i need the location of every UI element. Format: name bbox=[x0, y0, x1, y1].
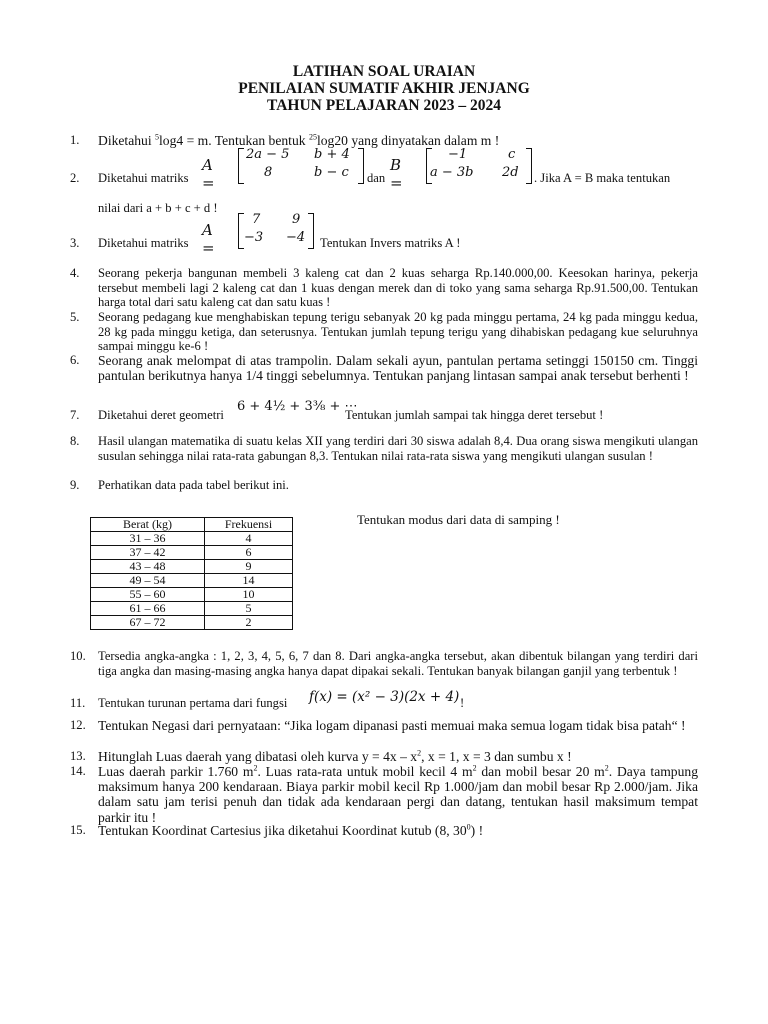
question-number: 5. bbox=[70, 310, 80, 324]
frequency-table bbox=[90, 517, 293, 630]
table-row: 49 – 54 14 bbox=[91, 574, 293, 588]
function-formula: f(x) = (x² − 3)(2x + 4) bbox=[309, 689, 460, 705]
question-text: Seorang pedagang kue menghabiskan tepung terigu sebanyak 20 kg pada minggu pertama, 24 kg pada minggu kedua, 28 kg pada minggu ketiga, dan seterusnya. Tentukan jumlah tepung terigu yang dihabiskan pedagang kue seluruhnya sampai minggu ke-6 ! bbox=[98, 310, 698, 354]
question-number: 3. bbox=[70, 236, 80, 250]
question-text: Perhatikan data pada tabel berikut ini. bbox=[98, 478, 289, 492]
table-row: 43 – 48 9 bbox=[91, 560, 293, 574]
question-text: Luas daerah parkir 1.760 $m^2$. Luas rata-rata untuk mobil kecil 4 $m^2$ dan mobil besar 20 $m^2$. Daya tampung maksimum hanya 200 kendaraan. Biaya parkir mobil kecil Rp 1.000/jam dan mobil besar Rp 2.000/jam. Jika dalam satu jam terisi penuh dan tidak ada kendaraan pergi dan datang, tentukan hasil maksimum tempat parkir itu ! bbox=[98, 763, 698, 825]
question-text: Tentukan turunan pertama dari fungsi bbox=[98, 696, 288, 710]
question-number: 6. bbox=[70, 353, 80, 367]
question-number: 7. bbox=[70, 408, 80, 422]
title-line-2: PENILAIAN SUMATIF AKHIR JENJANG bbox=[238, 80, 530, 97]
question-7-instruction: Tentukan jumlah sampai tak hingga deret tersebut ! bbox=[345, 408, 604, 422]
question-11-end: ! bbox=[460, 696, 465, 710]
column-header: Berat (kg) bbox=[91, 518, 205, 532]
column-header: Frekuensi bbox=[205, 518, 293, 532]
question-text: Seorang anak melompat di atas trampolin. Dalam sekali ayun, pantulan pertama setinggi 150150 cm. Tinggi pantulan berikutnya hanya 1/4 tinggi sebelumnya. Tentukan panjang lintasan sampai anak tersebut berhenti ! bbox=[98, 353, 698, 384]
question-text: Diketahui matriks bbox=[98, 236, 189, 250]
question-text: Hasil ulangan matematika di suatu kelas XII yang terdiri dari 30 siswa adalah 8,4. Dua orang siswa mengikuti ulangan susulan sehingga nilai rata-rata gabungan 8,3. Tentukan nilai rata-rata siswa yang mengikuti ulangan susulan ! bbox=[98, 434, 698, 463]
table-row: 31 – 36 4 bbox=[91, 532, 293, 546]
question-text: Diketahui deret geometri bbox=[98, 408, 224, 422]
question-3-instruction: Tentukan Invers matriks A ! bbox=[320, 236, 461, 250]
question-number: 1. bbox=[70, 133, 80, 147]
question-text: Tentukan Koordinat Cartesius jika diketahui Koordinat kutub (8, $30^0$) ! bbox=[98, 822, 484, 838]
geometric-series-formula: 6 + 4½ + 3⅜ + ⋯ bbox=[237, 399, 358, 414]
question-text: Seorang pekerja bangunan membeli 3 kaleng cat dan 2 kuas seharga Rp.140.000,00. Keesokan harinya, pekerja tersebut membeli lagi 2 kaleng cat dan 1 kuas dengan merek dan di toko yang sama seharga Rp.91.500,00. Tentukan harga total dari satu kaleng cat dan satu kuas ! bbox=[98, 266, 698, 310]
question-text: Tentukan Negasi dari pernyataan: “Jika logam dipanasi pasti memuai maka semua logam tidak bisa patah“ ! bbox=[98, 718, 686, 733]
question-number: 9. bbox=[70, 478, 80, 492]
table-row: 67 – 72 2 bbox=[91, 616, 293, 630]
question-number: 15. bbox=[70, 823, 86, 837]
table-side-note: Tentukan modus dari data di samping ! bbox=[357, 512, 560, 527]
table-row: 61 – 66 5 bbox=[91, 602, 293, 616]
question-number: 13. bbox=[70, 749, 86, 763]
question-text: Tersedia angka-angka : 1, 2, 3, 4, 5, 6, 7 dan 8. Dari angka-angka tersebut, akan dibentuk bilangan yang terdiri dari tiga angka dan masing-masing angka hanya dapat dipakai sekali. Tentukan banyak bilangan ganjil yang terbentuk ! bbox=[98, 649, 698, 678]
question-text: Diketahui $^5$log4 = m. Tentukan bentuk $^{25}$log20 yang dinyatakan dalam m ! bbox=[98, 132, 500, 148]
dan-text: dan bbox=[367, 171, 386, 185]
question-number: 14. bbox=[70, 764, 86, 778]
question-text: Hitunglah Luas daerah yang dibatasi oleh kurva $y = 4x - x^2$, x = 1, x = 3 dan sumbu x ! bbox=[98, 748, 572, 764]
question-2-condition: . Jika A = B maka tentukan bbox=[534, 171, 671, 185]
table-header-row bbox=[91, 518, 293, 532]
title-line-1: LATIHAN SOAL URAIAN bbox=[292, 63, 476, 80]
question-text: Diketahui matriks bbox=[98, 171, 189, 185]
question-2-continuation: nilai dari a + b + c + d ! bbox=[98, 201, 218, 215]
table-row: 37 – 42 6 bbox=[91, 546, 293, 560]
question-number: 8. bbox=[70, 434, 80, 448]
question-number: 11. bbox=[70, 696, 86, 710]
question-number: 12. bbox=[70, 718, 86, 732]
title-line-3: TAHUN PELAJARAN 2023 – 2024 bbox=[267, 97, 501, 114]
question-number: 2. bbox=[70, 171, 80, 185]
question-number: 4. bbox=[70, 266, 80, 280]
table-row: 55 – 60 10 bbox=[91, 588, 293, 602]
question-number: 10. bbox=[70, 649, 86, 663]
